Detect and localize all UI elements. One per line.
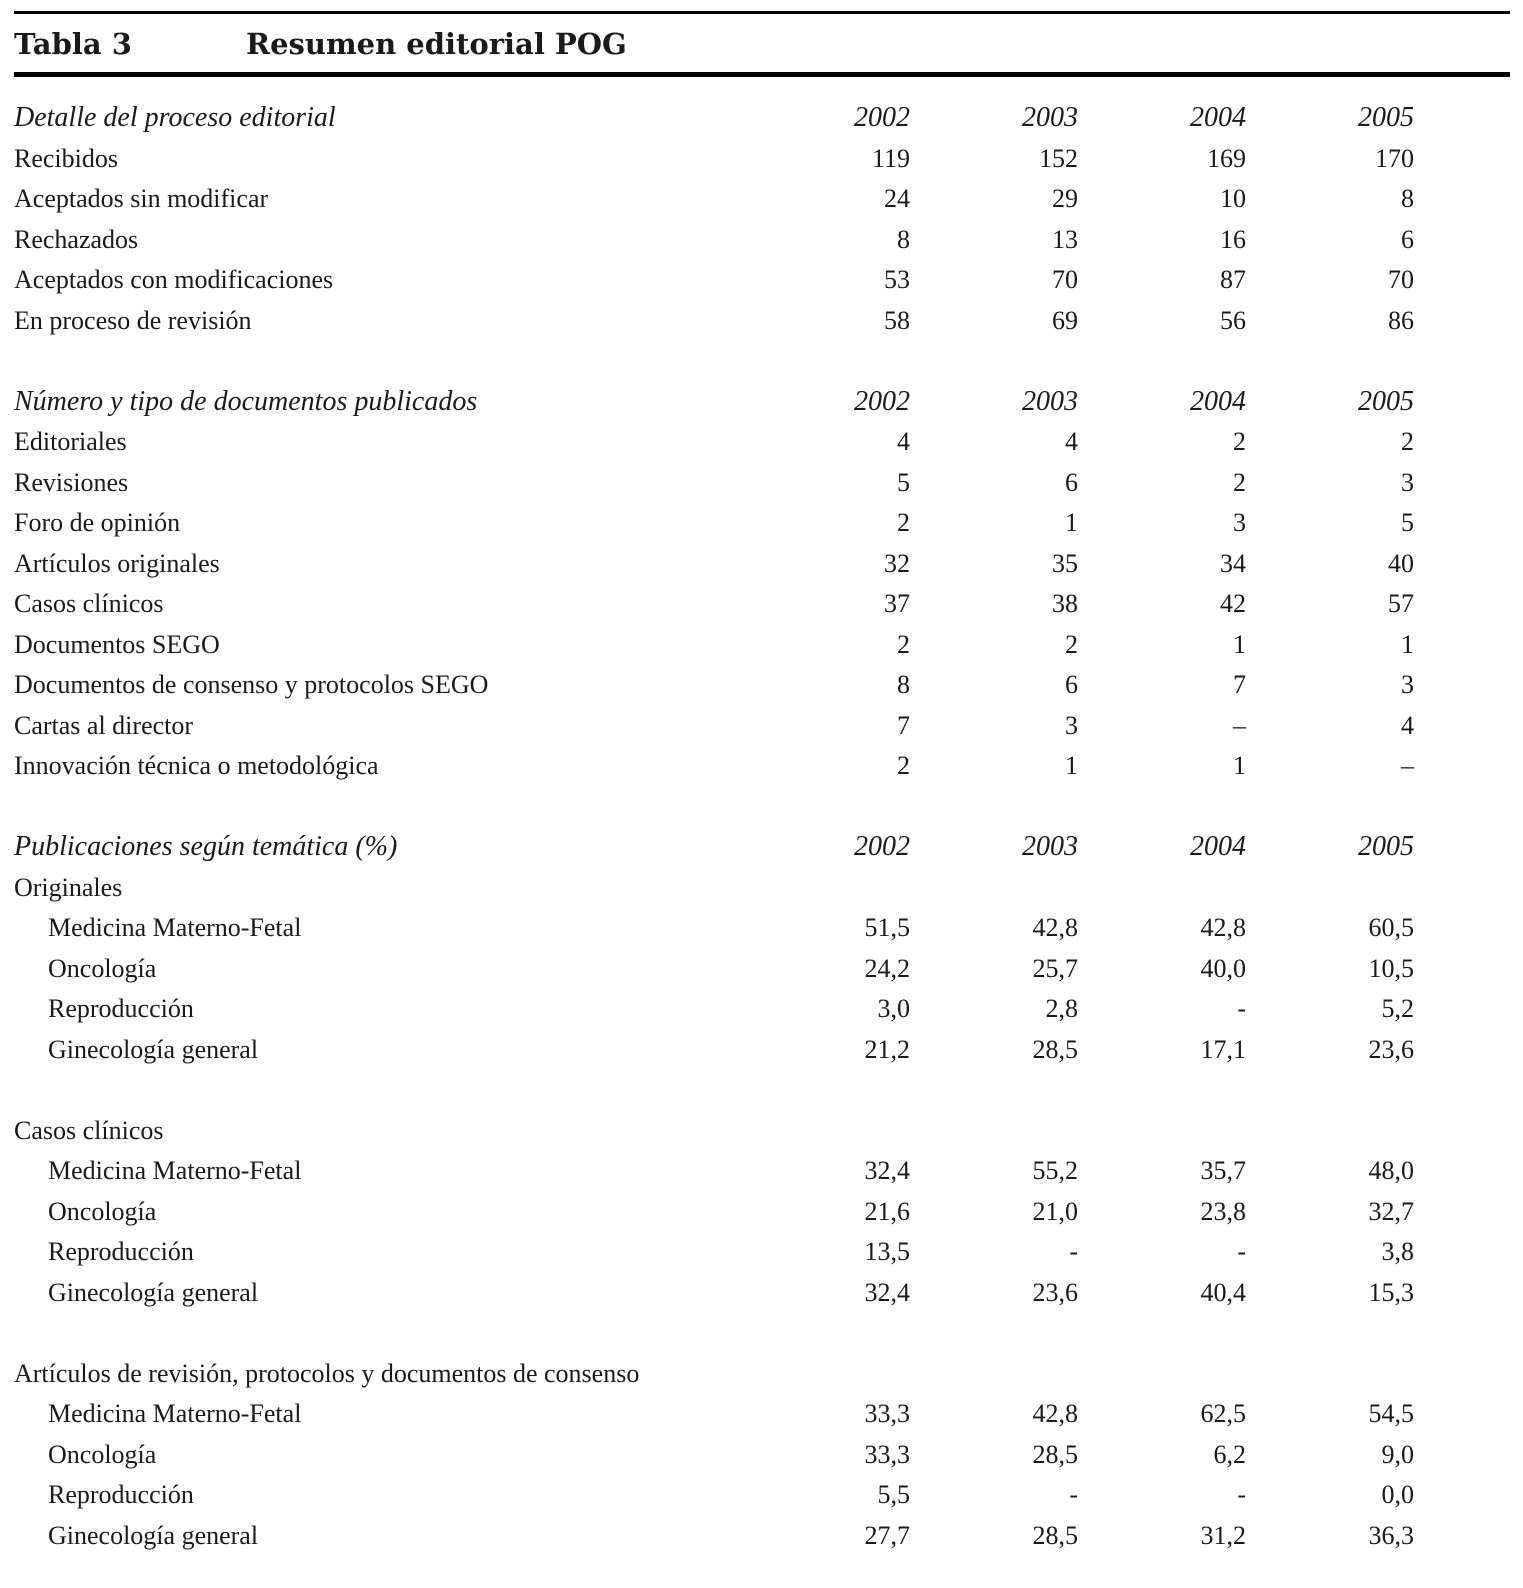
table-cell: 10 <box>1220 184 1246 213</box>
table-cell: 2,8 <box>1045 994 1078 1023</box>
table-cell: 2 <box>1401 427 1414 456</box>
section-heading: Detalle del proceso editorial <box>14 102 336 133</box>
table-cell: 13 <box>1052 224 1078 254</box>
table-cell: - <box>1237 1237 1246 1266</box>
table-cell: 5,2 <box>1381 994 1414 1023</box>
table-cell: 55,2 <box>1032 1156 1078 1185</box>
table-cell: 42,8 <box>1032 1399 1078 1428</box>
table-cell: 69 <box>1052 305 1078 335</box>
spacer-row <box>14 1070 1434 1111</box>
table-cell: 1 <box>1233 751 1246 780</box>
row-label: Innovación técnica o metodológica <box>14 751 379 780</box>
table-cell: 32,7 <box>1368 1196 1414 1226</box>
table-cell: 60,5 <box>1368 913 1414 942</box>
group-label: Casos clínicos <box>14 1115 164 1145</box>
table-cell: 35 <box>1052 548 1078 578</box>
table-cell: 2 <box>897 629 910 659</box>
table-cell: - <box>1237 1480 1246 1509</box>
table-cell: 0,0 <box>1381 1480 1414 1509</box>
table-cell: 37 <box>884 589 910 618</box>
table-cell: 54,5 <box>1368 1399 1414 1428</box>
table-cell: 23,8 <box>1200 1196 1246 1226</box>
table-cell: 5,5 <box>877 1480 910 1509</box>
table-row <box>14 1192 1434 1233</box>
table-cell: 87 <box>1220 265 1246 294</box>
table-cell: 2 <box>1233 427 1246 456</box>
table-cell: 70 <box>1388 265 1414 294</box>
row-label: Reproducción <box>48 1480 194 1509</box>
table-cell: 4 <box>897 427 910 456</box>
table-cell: 40,0 <box>1200 953 1246 983</box>
row-label: Aceptados con modificaciones <box>14 265 334 294</box>
table-cell: 4 <box>1401 710 1414 740</box>
row-label: Documentos SEGO <box>14 629 220 659</box>
row-label: Aceptados sin modificar <box>14 184 269 213</box>
table-cell: 8 <box>897 670 910 699</box>
top-rule <box>14 11 1510 14</box>
table-cell: 35,7 <box>1200 1156 1246 1185</box>
table-cell: 29 <box>1052 184 1078 213</box>
year-header: 2005 <box>1358 385 1414 417</box>
table-row <box>14 665 1434 706</box>
table-cell: 2 <box>1233 467 1246 497</box>
table-cell: 10,5 <box>1368 953 1414 983</box>
table-cell: - <box>1237 994 1246 1023</box>
table-cell: 48,0 <box>1368 1156 1414 1185</box>
table-cell: 169 <box>1207 143 1246 173</box>
table-cell: 170 <box>1375 143 1414 173</box>
table-row <box>14 1394 1434 1435</box>
table-cell: 40 <box>1388 548 1414 578</box>
row-label: Reproducción <box>48 994 194 1023</box>
table-cell: - <box>1069 1237 1078 1266</box>
year-header: 2003 <box>1022 385 1078 417</box>
row-label: Oncología <box>48 953 157 983</box>
table-cell: 4 <box>1065 427 1078 456</box>
table-row <box>14 625 1434 666</box>
table-cell: 33,3 <box>864 1439 910 1469</box>
row-label: Cartas al director <box>14 710 194 740</box>
table-cell: 38 <box>1052 589 1078 618</box>
table-cell: 3 <box>1233 508 1246 537</box>
row-label: Medicina Materno-Fetal <box>48 1399 302 1428</box>
section-heading: Publicaciones según temática (%) <box>14 831 398 862</box>
row-label: Medicina Materno-Fetal <box>48 913 302 942</box>
group-label-row <box>14 868 1434 909</box>
table-row <box>14 908 1434 949</box>
group-label: Artículos de revisión, protocolos y documentos de consenso <box>14 1358 640 1388</box>
table-cell: 31,2 <box>1200 1520 1246 1550</box>
table-row <box>14 220 1434 261</box>
year-header: 2003 <box>1022 102 1078 133</box>
table-cell: 13,5 <box>864 1237 910 1266</box>
table-cell: 27,7 <box>864 1520 910 1550</box>
group-label: Originales <box>14 872 123 902</box>
title-rule <box>14 72 1510 77</box>
table-cell: – <box>1401 751 1414 780</box>
table-cell: 28,5 <box>1032 1520 1078 1550</box>
table-cell: 21,6 <box>864 1196 910 1226</box>
group-label-row <box>14 1111 1434 1152</box>
table-row <box>14 503 1434 544</box>
year-header: 2004 <box>1190 385 1246 417</box>
table-number: Tabla 3 <box>14 27 132 61</box>
table-cell: 57 <box>1388 589 1414 618</box>
year-header: 2002 <box>854 102 910 133</box>
row-label: Ginecología general <box>48 1034 259 1064</box>
table-cell: 2 <box>897 751 910 780</box>
year-header: 2005 <box>1358 102 1414 133</box>
spacer-row <box>14 787 1434 828</box>
table-cell: 51,5 <box>864 913 910 942</box>
row-label: Ginecología general <box>48 1520 259 1550</box>
table-cell: - <box>1069 1480 1078 1509</box>
table-cell: 3,0 <box>877 994 910 1023</box>
table-row <box>14 1475 1434 1516</box>
year-header: 2005 <box>1358 831 1414 862</box>
table-cell: 28,5 <box>1032 1034 1078 1064</box>
table-row <box>14 706 1434 747</box>
table-cell: 42,8 <box>1032 913 1078 942</box>
table-row <box>14 139 1434 180</box>
table-row <box>14 1516 1434 1557</box>
row-label: Reproducción <box>48 1237 194 1266</box>
table-row <box>14 179 1434 220</box>
row-label: Ginecología general <box>48 1277 259 1307</box>
table-cell: 17,1 <box>1200 1034 1246 1064</box>
row-label: Oncología <box>48 1439 157 1469</box>
table-cell: 24,2 <box>864 953 910 983</box>
table-cell: 42 <box>1220 589 1246 618</box>
table-cell: 23,6 <box>1368 1034 1414 1064</box>
table-cell: 5 <box>1401 508 1414 537</box>
table-cell: 21,0 <box>1032 1196 1078 1226</box>
table-cell: 2 <box>897 508 910 537</box>
table-cell: 1 <box>1065 751 1078 780</box>
table-cell: 86 <box>1388 305 1414 335</box>
year-header: 2003 <box>1022 831 1078 862</box>
table-cell: 7 <box>897 710 910 740</box>
row-label: Recibidos <box>14 143 118 173</box>
table-cell: 16 <box>1220 224 1246 254</box>
section-header-row <box>14 382 1434 423</box>
row-label: Artículos originales <box>14 548 220 578</box>
table-cell: 6,2 <box>1213 1439 1246 1469</box>
row-label: Medicina Materno-Fetal <box>48 1156 302 1185</box>
table-row <box>14 989 1434 1030</box>
table-cell: 3,8 <box>1381 1237 1414 1266</box>
table-row <box>14 301 1434 342</box>
table-cell: 3 <box>1401 467 1414 497</box>
table-row <box>14 1232 1434 1273</box>
section-header-row <box>14 827 1434 868</box>
table-cell: 24 <box>884 184 910 213</box>
table-cell: 8 <box>1401 184 1414 213</box>
table-row <box>14 1030 1434 1071</box>
table-row <box>14 544 1434 585</box>
year-header: 2004 <box>1190 102 1246 133</box>
section-heading: Número y tipo de documentos publicados <box>14 385 478 417</box>
table-row <box>14 422 1434 463</box>
row-label: Foro de opinión <box>14 508 181 537</box>
table-cell: 32,4 <box>864 1277 910 1307</box>
table-title: Resumen editorial POG <box>246 27 627 61</box>
table-cell: 8 <box>897 224 910 254</box>
year-header: 2004 <box>1190 831 1246 862</box>
table-cell: 33,3 <box>864 1399 910 1428</box>
table-row <box>14 746 1434 787</box>
table-cell: 1 <box>1401 629 1414 659</box>
table-cell: 1 <box>1233 629 1246 659</box>
table-cell: 152 <box>1039 143 1078 173</box>
table-cell: 62,5 <box>1200 1399 1246 1428</box>
table-cell: 119 <box>871 143 910 173</box>
row-label: En proceso de revisión <box>14 305 252 335</box>
table-row <box>14 1273 1434 1314</box>
table-cell: 25,7 <box>1032 953 1078 983</box>
table-cell: 28,5 <box>1032 1439 1078 1469</box>
table-cell: 56 <box>1220 305 1246 335</box>
table-cell: 34 <box>1220 548 1246 578</box>
table-cell: 6 <box>1401 224 1414 254</box>
table-row <box>14 584 1434 625</box>
table-cell: 2 <box>1065 629 1078 659</box>
table-cell: 32,4 <box>864 1156 910 1185</box>
table-cell: 15,3 <box>1368 1277 1414 1307</box>
table-cell: 42,8 <box>1200 913 1246 942</box>
row-label: Casos clínicos <box>14 589 164 618</box>
table-row <box>14 260 1434 301</box>
table-cell: 36,3 <box>1368 1520 1414 1550</box>
table-cell: 70 <box>1052 265 1078 294</box>
row-label: Rechazados <box>14 224 139 254</box>
table-cell: 5 <box>897 467 910 497</box>
spacer-row <box>14 341 1434 382</box>
spacer-row <box>14 1313 1434 1354</box>
table-cell: 21,2 <box>864 1034 910 1064</box>
table-cell: 9,0 <box>1381 1439 1414 1469</box>
table-cell: 53 <box>884 265 910 294</box>
group-label-row <box>14 1354 1434 1395</box>
table-cell: 40,4 <box>1200 1277 1246 1307</box>
table-cell: 3 <box>1401 670 1414 699</box>
table-cell: 6 <box>1065 670 1078 699</box>
table-cell: 32 <box>884 548 910 578</box>
table-row <box>14 463 1434 504</box>
table-row <box>14 949 1434 990</box>
table-cell: 7 <box>1233 670 1246 699</box>
editorial-summary-table <box>14 98 1434 1556</box>
table-cell: 1 <box>1065 508 1078 537</box>
year-header: 2002 <box>854 385 910 417</box>
year-header: 2002 <box>854 831 910 862</box>
table-row <box>14 1151 1434 1192</box>
table-cell: 58 <box>884 305 910 335</box>
table-cell: 6 <box>1065 467 1078 497</box>
table-cell: 3 <box>1065 710 1078 740</box>
table-cell: – <box>1233 710 1246 740</box>
row-label: Oncología <box>48 1196 157 1226</box>
section-header-row <box>14 98 1434 139</box>
row-label: Editoriales <box>14 427 127 456</box>
table-row <box>14 1435 1434 1476</box>
row-label: Documentos de consenso y protocolos SEGO <box>14 670 489 699</box>
table-cell: 23,6 <box>1032 1277 1078 1307</box>
row-label: Revisiones <box>14 467 129 497</box>
